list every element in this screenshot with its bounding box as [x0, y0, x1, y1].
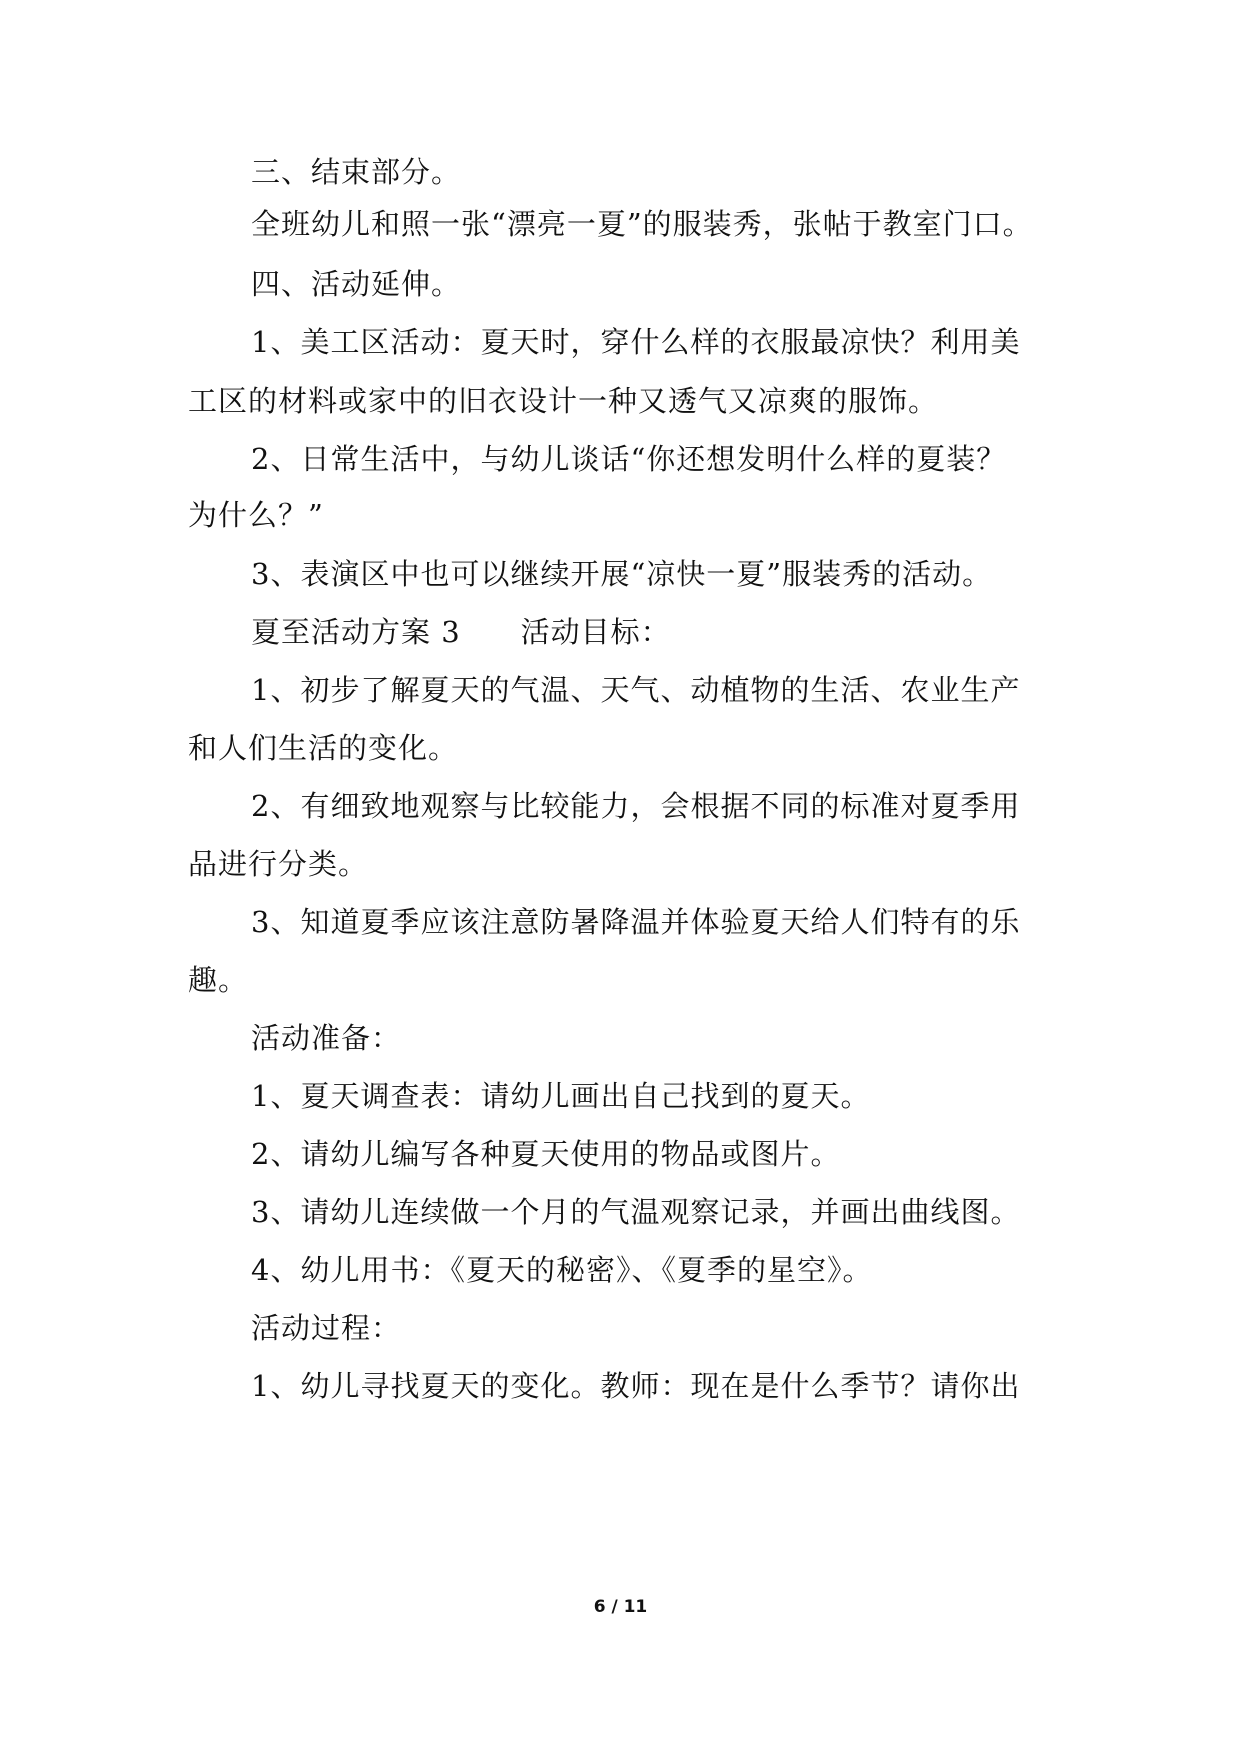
paragraph-line: 3、表演区中也可以继续开展“凉快一夏”服装秀的活动。	[251, 557, 993, 591]
paragraph-line: 1、夏天调查表：请幼儿画出自己找到的夏天。	[251, 1079, 871, 1113]
paragraph-line: 1、幼儿寻找夏天的变化。教师：现在是什么季节？请你出	[251, 1369, 1021, 1403]
paragraph-line: 3、请幼儿连续做一个月的气温观察记录，并画出曲线图。	[251, 1195, 1021, 1229]
plan-title: 夏至活动方案 3	[251, 615, 461, 649]
section-heading: 三、结束部分。	[251, 155, 462, 189]
paragraph-line: 和人们生活的变化。	[188, 731, 459, 765]
paragraph-line: 工区的材料或家中的旧衣设计一种又透气又凉爽的服饰。	[188, 384, 939, 418]
paragraph-line: 品进行分类。	[188, 847, 369, 881]
paragraph-line: 2、请幼儿编写各种夏天使用的物品或图片。	[251, 1137, 841, 1171]
paragraph-line: 2、日常生活中，与幼儿谈话“你还想发明什么样的夏装？	[251, 442, 1007, 476]
goals-heading: 活动目标：	[520, 615, 671, 649]
paragraph-line: 趣。	[188, 963, 249, 997]
paragraph-line: 2、有细致地观察与比较能力，会根据不同的标准对夏季用	[251, 789, 1021, 823]
paragraph-line: 4、幼儿用书：《夏天的秘密》、《夏季的星空》。	[251, 1253, 873, 1287]
paragraph-line: 全班幼儿和照一张“漂亮一夏”的服装秀，张帖于教室门口。	[251, 207, 1033, 241]
section-heading: 四、活动延伸。	[251, 267, 462, 301]
plan-title-line	[251, 612, 671, 652]
paragraph-line: 为什么？”	[188, 498, 324, 532]
page-number: 6 / 11	[593, 1597, 648, 1617]
section-heading: 活动准备：	[251, 1021, 402, 1055]
paragraph-line: 1、美工区活动：夏天时，穿什么样的衣服最凉快？利用美	[251, 325, 1021, 359]
paragraph-line: 1、初步了解夏天的气温、天气、动植物的生活、农业生产	[251, 673, 1021, 707]
paragraph-line: 3、知道夏季应该注意防暑降温并体验夏天给人们特有的乐	[251, 905, 1021, 939]
section-heading: 活动过程：	[251, 1311, 402, 1345]
